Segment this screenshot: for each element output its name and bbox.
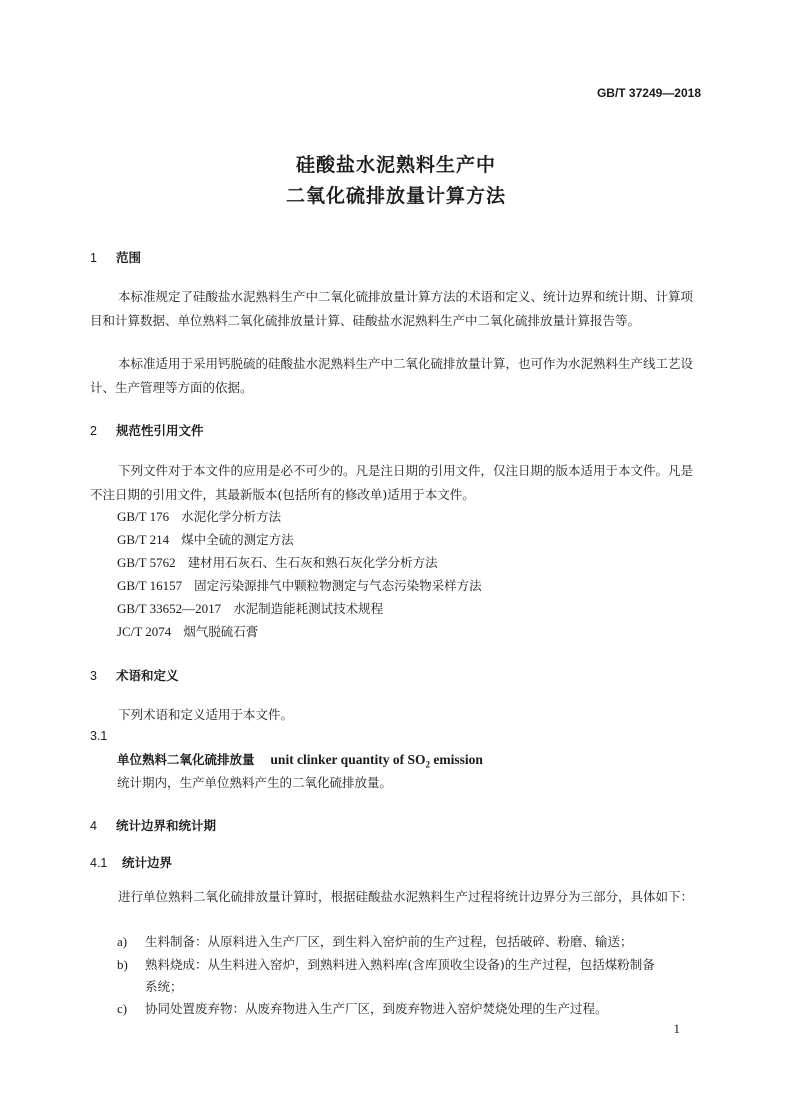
section-number: 1: [90, 251, 97, 265]
section-2-intro: 下列文件对于本文件的应用是必不可少的。凡是注日期的引用文件，仅注日期的版本适用于本文件。凡是不注日期的引用文件，其最新版本(包括所有的修改单)适用于本文件。: [90, 463, 694, 502]
reference-code: GB/T 33652—2017: [117, 601, 222, 616]
standard-number: GB/T 37249—2018: [596, 86, 701, 100]
subsection-4-1-heading: [90, 853, 172, 871]
section-3-intro: 下列术语和定义适用于本文件。: [118, 707, 294, 722]
term-english-subscript: 2: [425, 759, 430, 770]
section-number: 2: [90, 424, 97, 438]
section-title: 术语和定义: [116, 668, 179, 683]
reference-code: GB/T 16157: [117, 578, 183, 593]
section-number: 3: [90, 669, 97, 683]
reference-title: 水泥制造能耗测试技术规程: [233, 601, 384, 616]
section-1-para-2: 本标准适用于采用钙脱硫的硅酸盐水泥熟料生产中二氧化硫排放量计算，也可作为水泥熟料生产线工艺设计、生产管理等方面的依据。: [90, 356, 694, 395]
subsection-number: 4.1: [90, 856, 108, 870]
list-text: 熟料烧成：从生料进入窑炉，到熟料进入熟料库(含库顶收尘设备)的生产过程，包括煤粉制备: [145, 957, 655, 972]
section-2-heading: [90, 421, 204, 439]
reference-item: [117, 530, 294, 548]
section-title: 范围: [116, 250, 142, 265]
list-item-continuation: 系统；: [145, 979, 183, 994]
section-title: 规范性引用文件: [116, 423, 204, 438]
section-4-intro: 进行单位熟料二氧化硫排放量计算时，根据硅酸盐水泥熟料生产过程将统计边界分为三部分，具体如下：: [118, 889, 694, 904]
term-entry: [117, 750, 483, 770]
term-english-main: unit clinker quantity of SO: [270, 752, 426, 767]
section-1-heading: [90, 248, 141, 266]
reference-item: [117, 599, 383, 617]
section-4-heading: [90, 816, 216, 834]
section-number: 4: [90, 819, 97, 833]
list-label: b): [117, 957, 128, 972]
term-number: 3.1: [90, 729, 108, 743]
term-chinese: 单位熟料二氧化硫排放量: [117, 752, 255, 767]
reference-item: [117, 553, 438, 571]
section-title: 统计边界和统计期: [116, 818, 217, 833]
reference-code: GB/T 176: [117, 509, 170, 524]
list-label: c): [117, 1001, 128, 1016]
term-english: [270, 752, 483, 770]
reference-title: 烟气脱硫石膏: [183, 624, 259, 639]
reference-code: JC/T 2074: [117, 624, 172, 639]
reference-code: GB/T 5762: [117, 555, 176, 570]
reference-item: [117, 622, 258, 640]
document-title-line1: 硅酸盐水泥熟料生产中: [295, 154, 496, 176]
reference-title: 固定污染源排气中颗粒物测定与气态污染物采样方法: [194, 578, 482, 593]
term-english-tail: emission: [429, 752, 483, 767]
list-item: [117, 999, 608, 1017]
list-text: 生料制备：从原料进入生产厂区，到生料入窑炉前的生产过程，包括破碎、粉磨、输送；: [145, 934, 633, 949]
reference-title: 建材用石灰石、生石灰和熟石灰化学分析方法: [187, 555, 438, 570]
section-3-heading: [90, 666, 179, 684]
list-item: [117, 932, 633, 950]
reference-code: GB/T 214: [117, 532, 170, 547]
reference-item: [117, 507, 281, 525]
reference-title: 煤中全硫的测定方法: [181, 532, 294, 547]
term-definition: 统计期内，生产单位熟料产生的二氧化硫排放量。: [117, 775, 393, 790]
subsection-title: 统计边界: [122, 855, 173, 870]
page-number: 1: [673, 1021, 680, 1036]
section-1-para-1: 本标准规定了硅酸盐水泥熟料生产中二氧化硫排放量计算方法的术语和定义、统计边界和统计期、计算项目和计算数据、单位熟料二氧化硫排放量计算、硅酸盐水泥熟料生产中二氧化硫排放量计算报告等。: [90, 289, 694, 328]
list-label: a): [117, 934, 128, 949]
list-item: [117, 955, 655, 973]
list-text: 协同处置废弃物：从废弃物进入生产厂区，到废弃物进入窑炉焚烧处理的生产过程。: [145, 1001, 608, 1016]
reference-title: 水泥化学分析方法: [181, 509, 282, 524]
document-title-line2: 二氧化硫排放量计算方法: [285, 185, 506, 207]
reference-item: [117, 576, 482, 594]
